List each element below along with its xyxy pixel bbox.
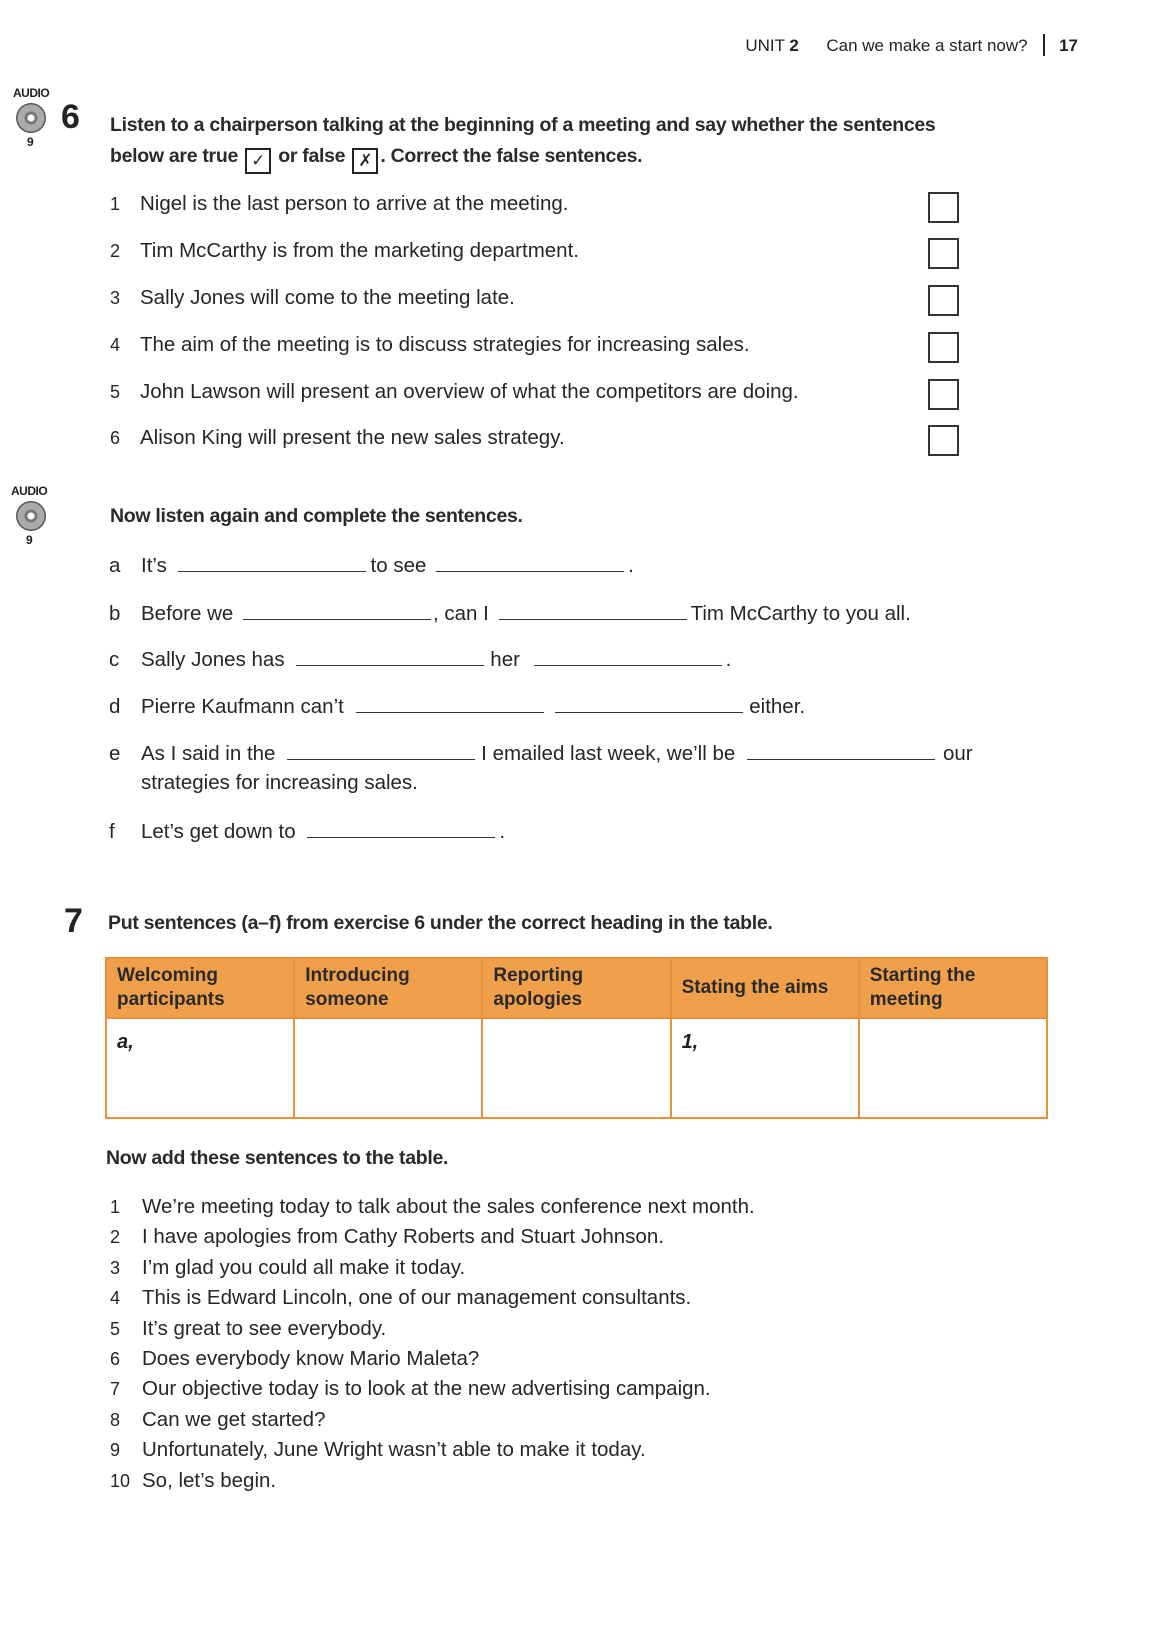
running-header (745, 34, 1078, 56)
blank-input[interactable] (243, 599, 431, 620)
header-divider (1043, 34, 1045, 56)
item-text: Sally Jones will come to the meeting late. (140, 286, 515, 309)
item-text: either. (749, 695, 806, 718)
answer-table (105, 957, 1048, 1119)
item-number: 7 (110, 1379, 121, 1400)
item-text: This is Edward Lincoln, one of our management consultants. (142, 1286, 692, 1310)
exercise-instruction: Put sentences (a–f) from exercise 6 under the correct heading in the table. (108, 912, 773, 934)
item-text: . (499, 820, 506, 843)
item-text: Nigel is the last person to arrive at the meeting. (140, 192, 569, 215)
item-number: 2 (110, 241, 121, 261)
blank-input[interactable] (307, 817, 495, 838)
item-text: our (942, 742, 973, 765)
exercise-instruction (110, 110, 1030, 174)
blank-input[interactable] (534, 645, 722, 666)
statement-item (110, 285, 515, 311)
instruction-line-1: Listen to a chairperson talking at the beginning of a meeting and say whether the sentences (110, 114, 936, 136)
gapfill-item-e (109, 739, 973, 767)
column-header-aims: Stating the aims (671, 958, 859, 1018)
blank-input[interactable] (178, 551, 366, 572)
item-number: 6 (110, 428, 121, 448)
answer-checkbox-4[interactable] (928, 332, 959, 363)
list-item (110, 1222, 755, 1252)
answer-checkbox-2[interactable] (928, 238, 959, 269)
item-text: John Lawson will present an overview of what the competitors are doing. (140, 380, 799, 403)
blank-input[interactable] (747, 739, 935, 760)
list-item (110, 1374, 755, 1404)
track-number: 9 (26, 533, 33, 547)
list-item (110, 1314, 755, 1344)
audio-label: AUDIO (13, 86, 50, 100)
item-letter: c (109, 648, 120, 671)
answer-cell-apologies[interactable] (482, 1018, 670, 1118)
item-number: 10 (110, 1470, 131, 1491)
answer-cell-introducing[interactable] (294, 1018, 482, 1118)
item-text: I have apologies from Cathy Roberts and Stuart Johnson. (142, 1225, 664, 1249)
item-text: to see (370, 554, 427, 577)
column-header-apologies: Reporting apologies (482, 958, 670, 1018)
list-item (110, 1192, 755, 1222)
gapfill-item-f (109, 817, 505, 845)
gapfill-item-a (109, 551, 634, 579)
item-text: The aim of the meeting is to discuss strategies for increasing sales. (140, 333, 750, 356)
column-header-starting: Starting the meeting (859, 958, 1047, 1018)
cd-icon[interactable] (16, 103, 46, 133)
answer-cell-welcoming[interactable]: a, (106, 1018, 294, 1118)
exercise-instruction: Now add these sentences to the table. (106, 1147, 449, 1169)
answer-checkbox-5[interactable] (928, 379, 959, 410)
item-text: I emailed last week, we’ll be (481, 742, 736, 765)
item-number: 3 (110, 288, 121, 308)
item-text: Does everybody know Mario Maleta? (142, 1347, 480, 1371)
exercise-instruction: Now listen again and complete the sentences. (110, 505, 523, 527)
item-text: So, let’s begin. (142, 1468, 277, 1492)
item-letter: e (109, 742, 121, 765)
item-text: her (490, 648, 520, 671)
answer-checkbox-6[interactable] (928, 425, 959, 456)
item-number: 8 (110, 1409, 121, 1430)
answer-cell-starting[interactable] (859, 1018, 1047, 1118)
unit-title: Can we make a start now? (826, 36, 1028, 55)
list-item (110, 1283, 755, 1313)
item-text: Can we get started? (142, 1407, 326, 1431)
cd-icon[interactable] (16, 501, 46, 531)
list-item (110, 1435, 755, 1465)
track-number: 9 (27, 135, 34, 149)
statement-item (110, 332, 750, 358)
item-number: 1 (110, 1197, 121, 1217)
statement-item (110, 191, 568, 217)
item-text: Before we (141, 602, 234, 625)
blank-input[interactable] (555, 692, 743, 713)
unit-label: UNIT (745, 36, 785, 55)
item-text: . (628, 554, 634, 577)
item-number: 5 (110, 1318, 121, 1339)
audio-label: AUDIO (11, 484, 48, 498)
item-text: Alison King will present the new sales strategy. (140, 426, 565, 449)
item-letter: a (109, 554, 121, 577)
item-text: Pierre Kaufmann can’t (141, 695, 344, 718)
blank-input[interactable] (296, 645, 484, 666)
gapfill-item-c (109, 645, 731, 673)
item-text: , can I (433, 602, 489, 625)
list-item (110, 1344, 755, 1374)
statement-item (110, 379, 799, 405)
instruction-text: or false (278, 145, 346, 167)
column-header-welcoming: Welcoming participants (106, 958, 294, 1018)
statement-item (110, 425, 565, 451)
instruction-text: . Correct the false sentences. (380, 145, 643, 167)
exercise-number: 7 (64, 902, 83, 940)
instruction-text: below are true (110, 145, 239, 167)
column-header-introducing: Introducing someone (294, 958, 482, 1018)
item-text: We’re meeting today to talk about the sales conference next month. (142, 1195, 755, 1218)
item-text: Tim McCarthy is from the marketing department. (140, 239, 579, 262)
page-number: 17 (1059, 36, 1078, 55)
answer-checkbox-1[interactable] (928, 192, 959, 223)
unit-number: 2 (789, 36, 799, 55)
list-item (110, 1405, 755, 1435)
item-number: 9 (110, 1440, 121, 1461)
item-number: 3 (110, 1257, 121, 1278)
item-text: As I said in the (141, 742, 276, 765)
item-text: . (725, 648, 732, 671)
item-text: It’s great to see everybody. (142, 1316, 387, 1340)
item-number: 4 (110, 1288, 121, 1309)
sentence-list (110, 1192, 755, 1496)
table-row (106, 1018, 1047, 1118)
gapfill-item-d (109, 692, 805, 720)
item-text: Tim McCarthy to you all. (690, 602, 911, 625)
item-letter: b (109, 602, 121, 625)
instruction-line-2 (110, 141, 1030, 174)
item-text: I’m glad you could all make it today. (142, 1255, 466, 1279)
table-header-row (106, 958, 1047, 1018)
item-number: 5 (110, 382, 121, 402)
item-text: Let’s get down to (141, 820, 296, 843)
answer-cell-aims[interactable]: 1, (671, 1018, 859, 1118)
blank-input[interactable] (499, 599, 687, 620)
answer-checkbox-3[interactable] (928, 285, 959, 316)
tick-icon: ✓ (245, 148, 271, 174)
statement-item (110, 238, 579, 264)
item-text: It’s (141, 554, 167, 577)
item-number: 6 (110, 1349, 121, 1370)
list-item (110, 1466, 755, 1496)
blank-input[interactable] (356, 692, 544, 713)
gapfill-item-b (109, 599, 911, 627)
item-letter: f (109, 820, 115, 843)
item-text: Our objective today is to look at the new advertising campaign. (142, 1377, 711, 1401)
item-text: Sally Jones has (141, 648, 285, 671)
item-letter: d (109, 695, 121, 718)
item-number: 2 (110, 1227, 121, 1248)
list-item (110, 1253, 755, 1283)
item-number: 4 (110, 335, 121, 355)
blank-input[interactable] (287, 739, 475, 760)
blank-input[interactable] (436, 551, 624, 572)
item-text: Unfortunately, June Wright wasn’t able to make it today. (142, 1438, 646, 1462)
exercise-number: 6 (61, 98, 80, 136)
cross-icon: ✗ (352, 148, 378, 174)
gapfill-item-e-continued: strategies for increasing sales. (141, 771, 418, 794)
item-number: 1 (110, 194, 121, 214)
